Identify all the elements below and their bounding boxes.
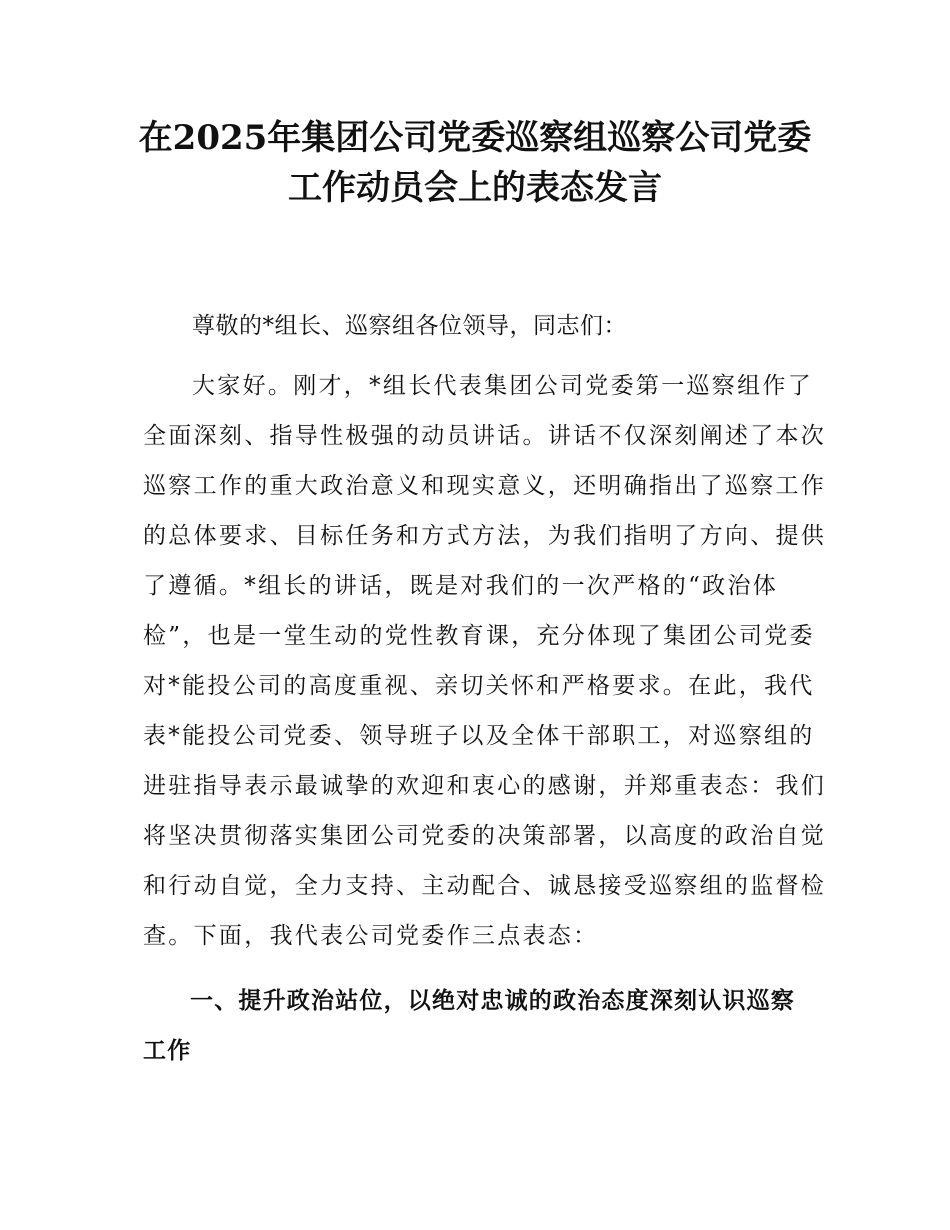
salutation: 尊敬的*组长、巡察组各位领导，同志们： [192,313,627,339]
paragraph-line: 对*能投公司的高度重视、亲切关怀和严格要求。在此，我代 [143,673,815,699]
paragraph-line: 检”，也是一堂生动的党性教育课，充分体现了集团公司党委 [143,623,815,649]
paragraph-line: 的总体要求、目标任务和方式方法，为我们指明了方向、提供 [143,523,827,549]
document-title-line-1: 在2025年集团公司党委巡察组巡察公司党委 [138,118,812,158]
paragraph-line: 全面深刻、指导性极强的动员讲话。讲话不仅深刻阐述了本次 [143,423,827,449]
paragraph-line: 巡察工作的重大政治意义和现实意义，还明确指出了巡察工作 [143,473,827,499]
paragraph-line: 表*能投公司党委、领导班子以及全体干部职工，对巡察组的 [143,723,815,749]
paragraph-line: 大家好。刚才，*组长代表集团公司党委第一巡察组作了 [192,373,813,399]
paragraph-line: 和行动自觉，全力支持、主动配合、诚恳接受巡察组的监督检 [143,873,827,899]
paragraph-line: 查。下面，我代表公司党委作三点表态： [143,923,599,949]
section-heading-line-1: 一、提升政治站位，以绝对忠诚的政治态度深刻认识巡察 [190,988,795,1014]
section-heading-line-2: 工作 [143,1038,192,1064]
document-title-line-2: 工作动员会上的表态发言 [288,168,662,208]
paragraph-line: 将坚决贯彻落实集团公司党委的决策部署，以高度的政治自觉 [143,823,827,849]
paragraph-line: 了遵循。*组长的讲话，既是对我们的一次严格的“政治体 [143,573,779,599]
paragraph-line: 进驻指导表示最诚挚的欢迎和衷心的感谢，并郑重表态：我们 [143,773,827,799]
